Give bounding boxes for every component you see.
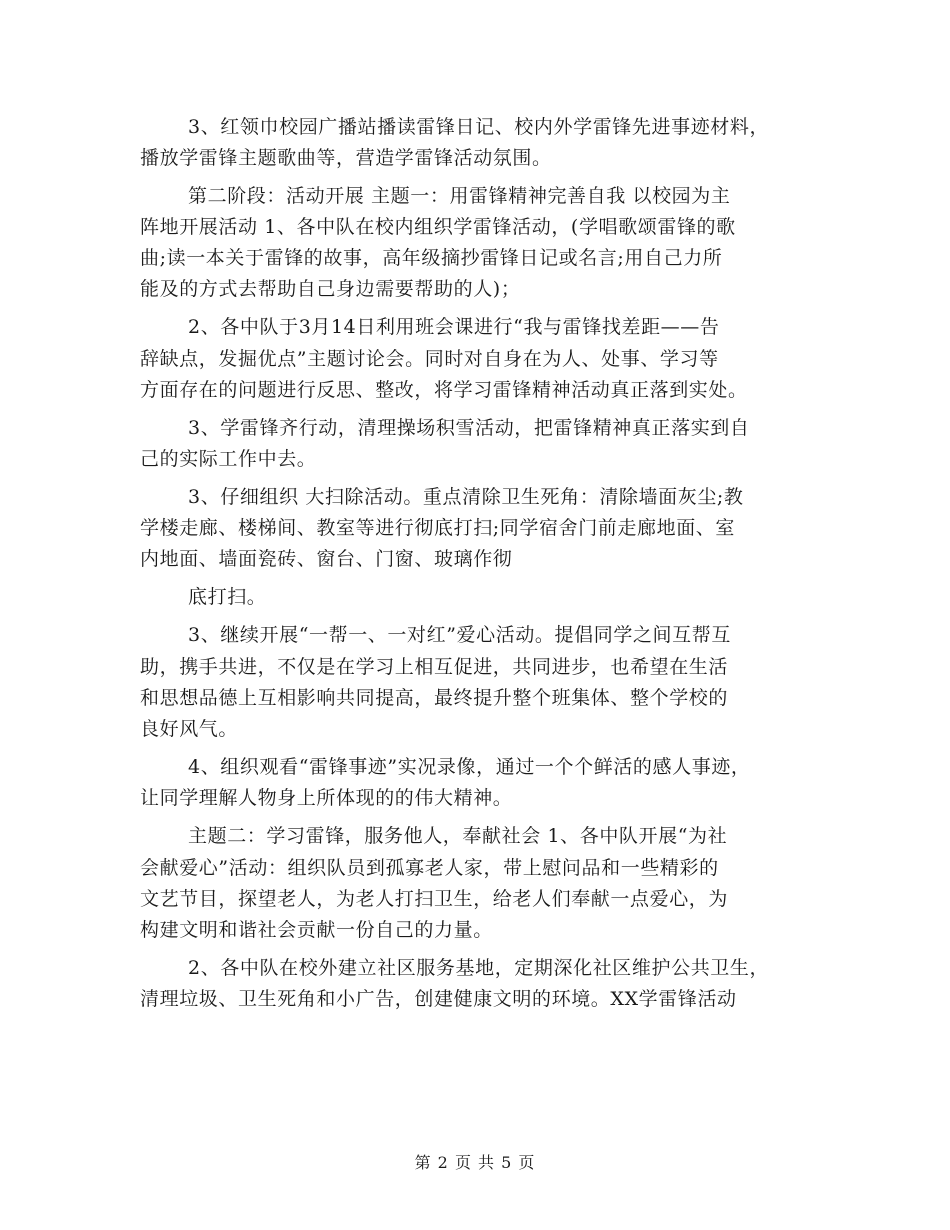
text-line: 播放学雷锋主题歌曲等，营造学雷锋活动氛围。 [140,147,552,169]
text-line: 助，携手共进，不仅是在学习上相互促进，共同进步，也希望在生活 [140,656,729,678]
text-line: 3、继续开展“一帮一、一对红”爱心活动。提倡同学之间互帮互 [188,624,731,646]
text-line: 2、各中队于3月14日利用班会课进行“我与雷锋找差距——告 [188,316,720,338]
text-line: 3、红领巾校园广播站播读雷锋日记、校内外学雷锋先进事迹材料， [188,116,770,138]
text-line: 良好风气。 [140,718,239,740]
text-line: 第二阶段：活动开展 主题一：用雷锋精神完善自我 以校园为主 [188,185,731,207]
text-line: 会献爱心”活动：组织队员到孤寡老人家，带上慰问品和一些精彩的 [140,857,719,879]
text-line: 清理垃圾、卫生死角和小广告，创建健康文明的环境。XX学雷锋活动 [140,988,737,1010]
text-line: 辞缺点，发掘优点”主题讨论会。同时对自身在为人、处事、学习等 [140,348,719,370]
text-line: 4、组织观看“雷锋事迹”实况录像，通过一个个鲜活的感人事迹， [188,756,751,778]
text-line: 方面存在的问题进行反思、整改，将学习雷锋精神活动真正落到实处。 [140,379,748,401]
text-line: 底打扫。 [188,586,267,608]
page-footer: 第 2 页 共 5 页 [414,1153,536,1172]
text-line: 曲;读一本关于雷锋的故事，高年级摘抄雷锋日记或名言;用自己力所 [140,247,723,269]
text-line: 3、仔细组织 大扫除活动。重点清除卫生死角：清除墙面灰尘;教 [188,486,744,508]
text-line: 阵地开展活动 1、各中队在校内组织学雷锋活动，(学唱歌颂雷锋的歌 [140,216,736,238]
text-line: 学楼走廊、楼梯间、教室等进行彻底打扫;同学宿舍门前走廊地面、室 [140,517,736,539]
text-line: 内地面、墙面瓷砖、窗台、门窗、玻璃作彻 [140,548,513,570]
text-line: 能及的方式去帮助自己身边需要帮助的人)； [140,278,521,300]
text-line: 3、学雷锋齐行动，清理操场积雪活动，把雷锋精神真正落实到自 [188,417,750,439]
text-line: 和思想品德上互相影响共同提高，最终提升整个班集体、整个学校的 [140,687,729,709]
text-line: 让同学理解人物身上所体现的的伟大精神。 [140,787,513,809]
text-line: 主题二：学习雷锋，服务他人，奉献社会 1、各中队开展“为社 [188,825,728,847]
text-line: 2、各中队在校外建立社区服务基地，定期深化社区维护公共卫生， [188,957,770,979]
text-line: 文艺节目，探望老人，为老人打扫卫生，给老人们奉献一点爱心，为 [140,888,729,910]
text-line: 己的实际工作中去。 [140,448,317,470]
text-line: 构建文明和谐社会贡献一份自己的力量。 [140,919,493,941]
